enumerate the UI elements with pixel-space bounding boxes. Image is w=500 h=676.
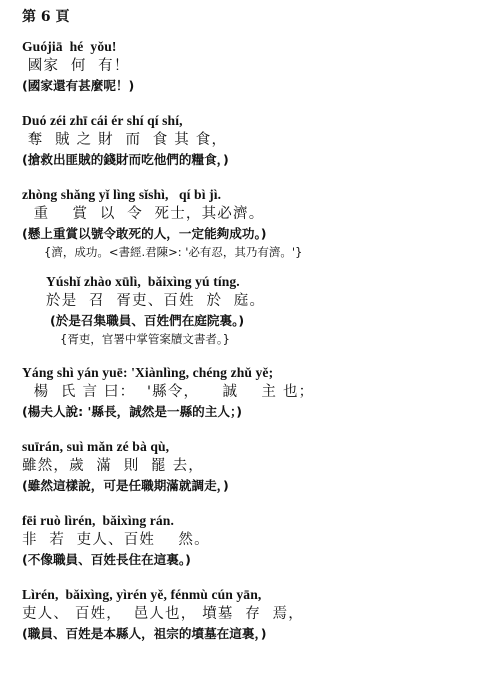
chinese-line: 楊 氏 言 曰： '縣令， 誠 主 也；: [22, 384, 315, 400]
page-number: 第 6 頁: [22, 9, 70, 25]
pinyin-line: Yáng shì yán yuē: 'Xiànlìng, chéng zhǔ yě;: [22, 365, 274, 380]
verse-block-2: [22, 112, 500, 169]
verse-block-8: [22, 586, 500, 643]
pinyin-line: Lìrén, bǎixìng, yìrén yě, fénmù cún yān,: [22, 587, 262, 602]
verse-block-5: [22, 364, 500, 421]
verse-block-4: [22, 273, 500, 348]
translation-line: (楊夫人說: '縣長，誠然是一縣的主人；): [22, 404, 242, 419]
chinese-line: 非 若 吏人、百姓 然。: [22, 532, 210, 548]
chinese-line: 國家 何 有！: [22, 58, 130, 74]
verse-block-7: [22, 512, 500, 569]
pinyin-line: Yúshǐ zhào xūlì, bǎixìng yú tíng.: [46, 274, 240, 289]
translation-line: (不像職員、百姓長住在這裏。): [22, 552, 191, 567]
translation-line: (職員、百姓是本縣人，祖宗的墳墓在這裏，): [22, 626, 267, 641]
translation-line: (搶救出匪賊的錢財而吃他們的糧食，): [22, 152, 229, 167]
verse-block-6: [22, 438, 500, 495]
translation-line: (懸上重賞以號令敢死的人，一定能夠成功。): [22, 226, 267, 241]
translation-line: (於是召集職員、百姓們在庭院裏。): [50, 313, 245, 328]
verse-block-1: [22, 38, 500, 95]
chinese-line: 於是 召 胥吏、百姓 於 庭。: [46, 293, 266, 309]
chinese-line: 雖然，歲 滿 則 罷 去，: [22, 458, 204, 474]
translation-line: (雖然這樣說，可是任職期滿就調走，): [22, 478, 229, 493]
annotation-note: {胥吏，官署中掌管案牘文書者。}: [60, 332, 230, 346]
chinese-line: 重 賞 以 令 死士，其必濟。: [22, 206, 265, 222]
pinyin-line: Duó zéi zhī cái ér shí qí shí,: [22, 113, 183, 128]
pinyin-line: suīrán, suì mǎn zé bà qù,: [22, 439, 170, 454]
pinyin-line: Guójiā hé yǒu!: [22, 39, 117, 54]
chinese-line: 奪 賊 之 財 而 食 其 食，: [22, 132, 228, 148]
verse-block-3: [22, 186, 500, 261]
chinese-line: 吏人、 百姓， 邑人也， 墳墓 存 焉，: [22, 606, 304, 622]
pinyin-line: fēi ruò lìrén, bǎixìng rán.: [22, 513, 174, 528]
pinyin-line: zhòng shǎng yǐ lìng sǐshì, qí bì jì.: [22, 187, 222, 202]
annotation-note: {濟，成功。<書經.君陳>: '必有忍，其乃有濟。'}: [44, 245, 303, 259]
translation-line: (國家還有甚麼呢！): [22, 78, 135, 93]
